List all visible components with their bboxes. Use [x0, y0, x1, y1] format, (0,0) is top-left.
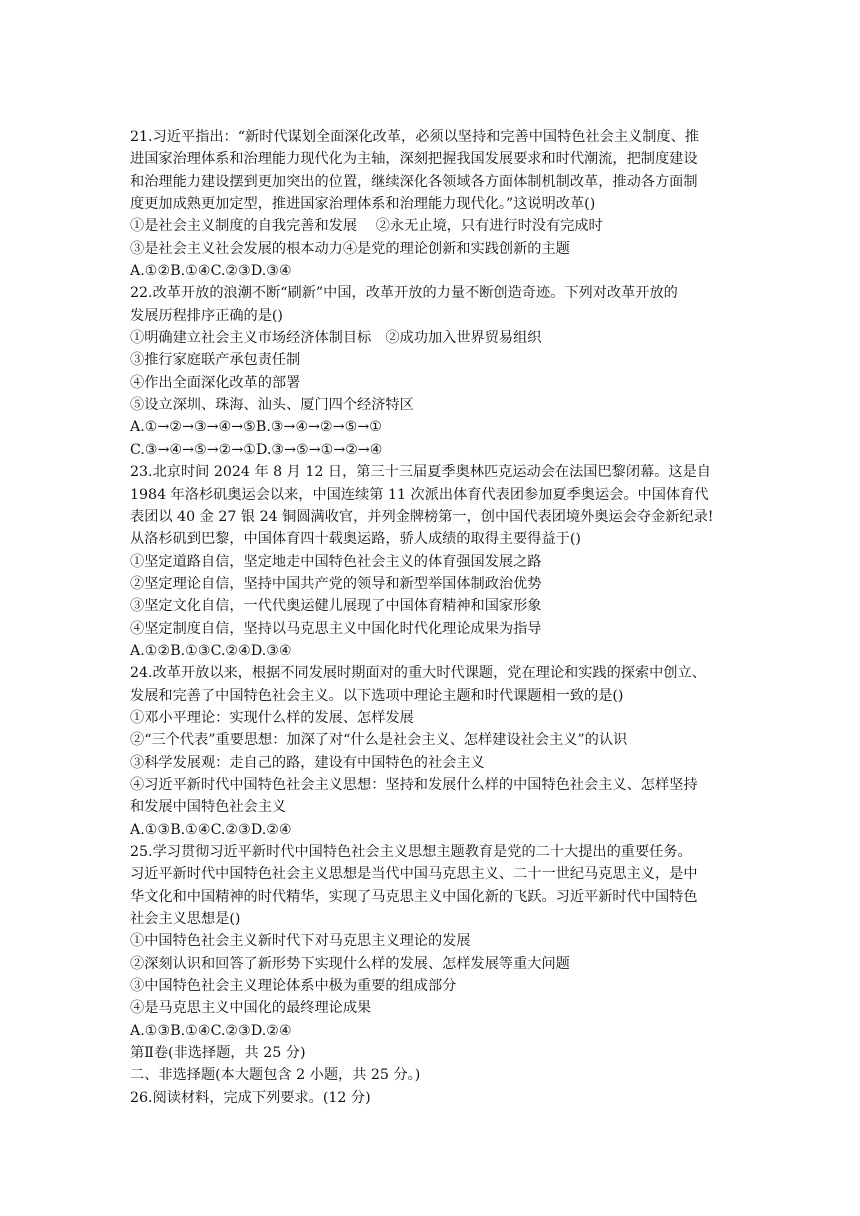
- q25-answer-choices: A.①③B.①④C.②③D.②④: [130, 1022, 292, 1039]
- non-choice-section-heading: 二、非选择题(本大题包含 2 小题，共 25 分。): [130, 1067, 421, 1084]
- q23-stem-line-2: 1984 年洛杉矶奥运会以来，中国连续第 11 次派出体育代表团参加夏季奥运会。中国体育代: [130, 486, 709, 503]
- q23-option-3: ③坚定文化自信，一代代奥运健儿展现了中国体育精神和国家形象: [130, 598, 542, 615]
- q23-option-1: ①坚定道路自信，坚定地走中国特色社会主义的体育强国发展之路: [130, 553, 542, 570]
- q25-stem-line-1: 25.学习贯彻习近平新时代中国特色社会主义思想主题教育是党的二十大提出的重要任务。: [130, 844, 692, 860]
- q22-option-4: ④作出全面深化改革的部署: [130, 374, 301, 391]
- q24-option-4-line-2: 和发展中国特色社会主义: [130, 799, 287, 816]
- q24-option-1: ①邓小平理论：实现什么样的发展、怎样发展: [130, 709, 414, 726]
- q24-option-3: ③科学发展观：走自己的路，建设有中国特色的社会主义: [130, 754, 485, 771]
- q21-answer-choices: A.①②B.①④C.②③D.③④: [130, 263, 292, 280]
- q22-stem-line-2: 发展历程排序正确的是(): [130, 307, 283, 324]
- q22-answer-choices-cd: C.③→④→⑤→②→①D.③→⑤→①→②→④: [130, 441, 383, 458]
- q25-option-2: ②深刻认识和回答了新形势下实现什么样的发展、怎样发展等重大问题: [130, 955, 570, 972]
- q24-stem-line-2: 发展和完善了中国特色社会主义。以下选项中理论主题和时代课题相一致的是(): [130, 687, 624, 704]
- q21-options-line-2: ③是社会主义社会发展的根本动力④是党的理论创新和实践创新的主题: [130, 240, 570, 257]
- q24-stem-line-1: 24.改革开放以来，根据不同发展时期面对的重大时代课题，党在理论和实践的探索中创立、: [130, 665, 706, 682]
- q21-stem-line-1: 21.习近平指出：“新时代谋划全面深化改革，必须以坚持和完善中国特色社会主义制度、推: [130, 129, 699, 145]
- q23-answer-choices: A.①②B.①③C.②④D.③④: [130, 642, 292, 659]
- q21-options-line-1: ①是社会主义制度的自我完善和发展 ②永无止境，只有进行时没有完成时: [130, 218, 603, 235]
- section-ii-heading: 第Ⅱ卷(非选择题，共 25 分): [130, 1045, 306, 1062]
- q22-option-1-2: ①明确建立社会主义市场经济体制目标 ②成功加入世界贸易组织: [130, 330, 542, 347]
- q25-stem-line-4: 社会主义思想是(): [130, 911, 241, 928]
- q22-stem-line-1: 22.改革开放的浪潮不断“刷新”中国，改革开放的力量不断创造奇迹。下列对改革开放的: [130, 285, 678, 302]
- q23-option-2: ②坚定理论自信，坚持中国共产党的领导和新型举国体制政治优势: [130, 575, 542, 592]
- q25-option-1: ①中国特色社会主义新时代下对马克思主义理论的发展: [130, 933, 471, 950]
- q22-option-3: ③推行家庭联产承包责任制: [130, 352, 301, 369]
- q25-stem-line-2: 习近平新时代中国特色社会主义思想是当代中国马克思主义、二十一世纪马克思主义，是中: [130, 866, 698, 883]
- q25-option-4: ④是马克思主义中国化的最终理论成果: [130, 1000, 372, 1017]
- q22-option-5: ⑤设立深圳、珠海、汕头、厦门四个经济特区: [130, 397, 414, 414]
- q26-stem-line-1: 26.阅读材料，完成下列要求。(12 分): [130, 1089, 371, 1106]
- q22-answer-choices-ab: A.①→②→③→④→⑤B.③→④→②→⑤→①: [130, 419, 382, 436]
- q21-stem-line-4: 度更加成熟更加定型，推进国家治理体系和治理能力现代化。”这说明改革(): [130, 196, 596, 213]
- q21-stem-line-3: 和治理能力建设摆到更加突出的位置，继续深化各领域各方面体制机制改革，推动各方面制: [130, 173, 698, 190]
- q24-answer-choices: A.①③B.①④C.②③D.②④: [130, 821, 292, 838]
- q23-stem-line-4: 从洛杉矶到巴黎，中国体育四十载奥运路，骄人成绩的取得主要得益于(): [130, 531, 581, 548]
- q23-option-4: ④坚定制度自信，坚持以马克思主义中国化时代化理论成果为指导: [130, 620, 542, 637]
- q23-stem-line-3: 表团以 40 金 27 银 24 铜圆满收官，并列金牌榜第一，创中国代表团境外奥运会夺金新纪录!: [130, 508, 714, 525]
- q21-stem-line-2: 进国家治理体系和治理能力现代化为主轴，深刻把握我国发展要求和时代潮流，把制度建设: [130, 151, 698, 168]
- q24-option-4-line-1: ④习近平新时代中国特色社会主义思想：坚持和发展什么样的中国特色社会主义、怎样坚持: [130, 776, 698, 793]
- q25-option-3: ③中国特色社会主义理论体系中极为重要的组成部分: [130, 978, 457, 995]
- q25-stem-line-3: 华文化和中国精神的时代精华，实现了马克思主义中国化新的飞跃。习近平新时代中国特色: [130, 888, 698, 905]
- exam-page: [130, 126, 742, 1109]
- q24-option-2: ②“三个代表”重要思想：加深了对“什么是社会主义、怎样建设社会主义”的认识: [130, 732, 628, 749]
- q23-stem-line-1: 23.北京时间 2024 年 8 月 12 日，第三十三届夏季奥林匹克运动会在法国巴黎闭幕。这是自: [130, 464, 711, 481]
